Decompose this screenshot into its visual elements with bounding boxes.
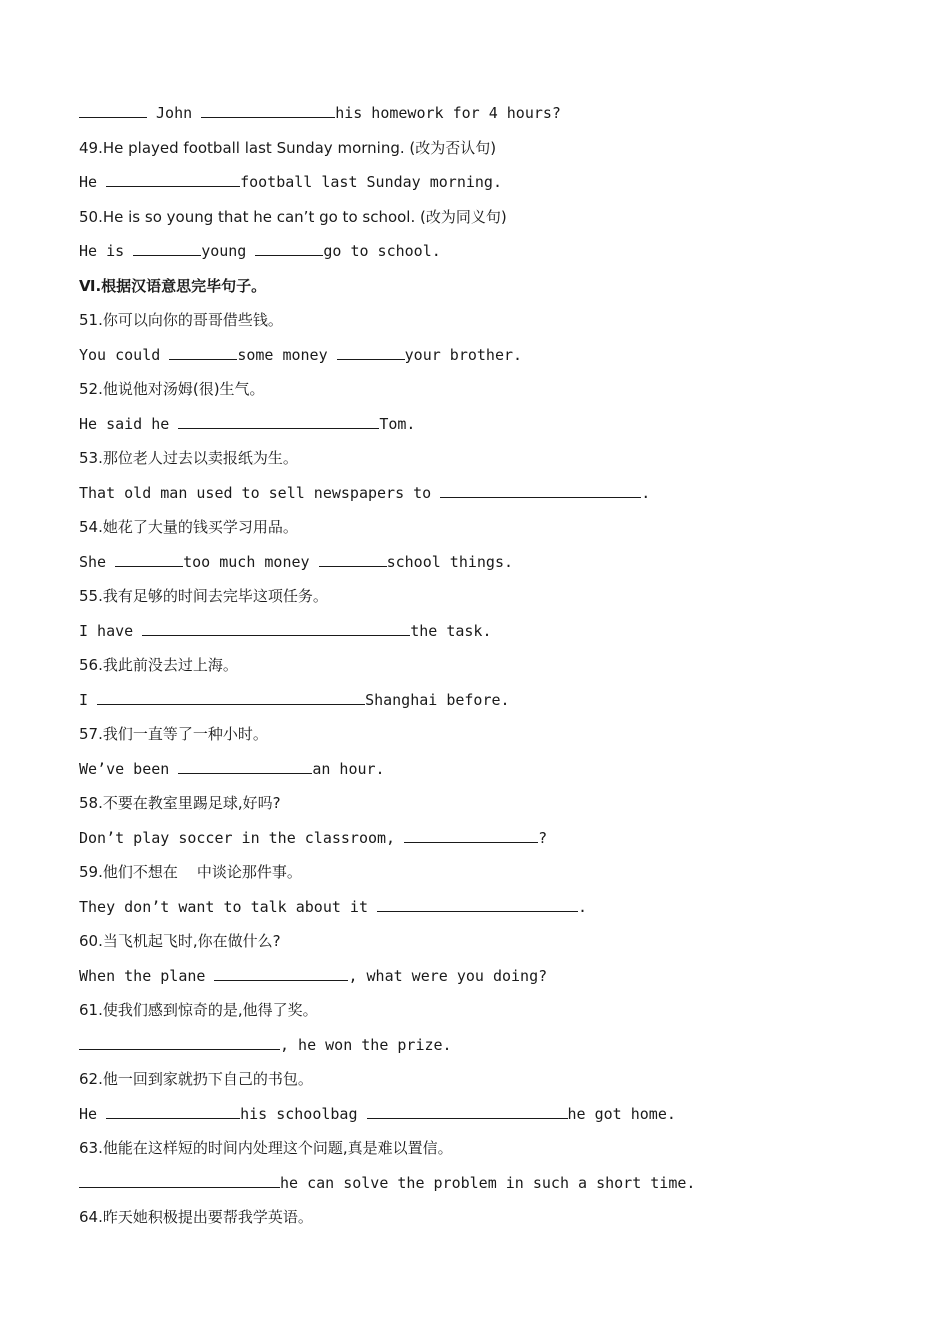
line-text: school things. (386, 552, 514, 571)
answer-line (79, 959, 879, 994)
line-text: some money (237, 345, 337, 364)
line-text: 50.He is so young that he can’t go to school. (改为同义句) (79, 207, 507, 226)
question-prompt (79, 1200, 879, 1235)
answer-line (79, 1097, 879, 1132)
answer-line (79, 338, 879, 373)
answer-line (79, 545, 879, 580)
answer-line (79, 683, 879, 718)
line-text: your brother. (404, 345, 523, 364)
line-text: go to school. (323, 242, 441, 260)
answer-blank[interactable] (367, 1104, 568, 1119)
line-text: the task. (410, 621, 492, 640)
question-prompt (79, 510, 879, 545)
question-prompt (79, 924, 879, 959)
line-text: 55.我有足够的时间去完毕这项任务。 (79, 587, 328, 605)
answer-blank[interactable] (79, 1173, 280, 1188)
answer-blank[interactable] (440, 483, 641, 498)
question-prompt (79, 579, 879, 614)
answer-blank[interactable] (255, 241, 323, 256)
line-text: Tom. (379, 414, 416, 433)
answer-blank[interactable] (377, 897, 578, 912)
line-text: , he won the prize. (280, 1035, 452, 1054)
line-text: too much money (183, 552, 319, 571)
line-text: 52.他说他对汤姆(很)生气。 (79, 380, 265, 398)
line-text: 63.他能在这样短的时间内处理这个问题,真是难以置信。 (79, 1139, 453, 1157)
line-text: , what were you doing? (348, 966, 548, 985)
line-text: 57.我们一直等了一种小时。 (79, 725, 268, 743)
answer-blank[interactable] (97, 690, 365, 705)
answer-line (79, 1166, 879, 1201)
line-text: You could (79, 345, 170, 364)
answer-line (79, 234, 879, 269)
question-prompt (79, 993, 879, 1028)
question-prompt (79, 131, 879, 166)
question-prompt (79, 200, 879, 235)
line-text: 58.不要在教室里踢足球,好吗? (79, 794, 281, 812)
line-text: his homework for 4 hours? (335, 104, 561, 122)
line-text: . (578, 897, 588, 916)
line-text: I have (79, 621, 143, 640)
answer-blank[interactable] (106, 1104, 240, 1119)
answer-blank[interactable] (337, 345, 405, 360)
answer-blank[interactable] (79, 103, 147, 118)
question-prompt (79, 303, 879, 338)
question-prompt (79, 648, 879, 683)
answer-blank[interactable] (106, 172, 240, 187)
question-prompt (79, 786, 879, 821)
line-text: 51.你可以向你的哥哥借些钱。 (79, 311, 283, 329)
answer-line (79, 1028, 879, 1063)
section-heading (79, 269, 879, 304)
line-text: an hour. (312, 759, 385, 778)
answer-line (79, 96, 879, 131)
question-prompt (79, 855, 879, 890)
line-text: Ⅵ.根据汉语意思完毕句子。 (79, 276, 267, 295)
answer-line (79, 476, 879, 511)
line-text: football last Sunday morning. (240, 173, 502, 191)
line-text: he got home. (567, 1104, 676, 1123)
line-text: young (201, 242, 256, 260)
answer-blank[interactable] (133, 241, 201, 256)
line-text: . (641, 483, 651, 502)
line-text: 64.昨天她积极提出要帮我学英语。 (79, 1208, 313, 1226)
answer-blank[interactable] (142, 621, 410, 636)
line-text: We’ve been (79, 759, 179, 778)
answer-line (79, 407, 879, 442)
line-text: He said he (79, 414, 179, 433)
line-text: 56.我此前没去过上海。 (79, 656, 238, 674)
line-text: John (147, 104, 202, 122)
line-text: 54.她花了大量的钱买学习用品。 (79, 518, 298, 536)
line-text: I (79, 690, 98, 709)
answer-line (79, 890, 879, 925)
line-text: his schoolbag (240, 1104, 367, 1123)
answer-blank[interactable] (214, 966, 348, 981)
answer-blank[interactable] (178, 414, 379, 429)
question-prompt (79, 717, 879, 752)
line-text: 59.他们不想在 中谈论那件事。 (79, 863, 302, 881)
line-text: He is (79, 242, 134, 260)
line-text: 62.他一回到家就扔下自己的书包。 (79, 1070, 313, 1088)
line-text: 61.使我们感到惊奇的是,他得了奖。 (79, 1001, 318, 1019)
answer-blank[interactable] (79, 1035, 280, 1050)
worksheet-page (79, 96, 879, 1235)
line-text: ? (538, 828, 548, 847)
answer-blank[interactable] (115, 552, 183, 567)
answer-line (79, 752, 879, 787)
question-prompt (79, 372, 879, 407)
line-text: Don’t play soccer in the classroom, (79, 828, 405, 847)
line-text: He (79, 1104, 107, 1123)
line-text: That old man used to sell newspapers to (79, 483, 441, 502)
line-text: She (79, 552, 116, 571)
answer-blank[interactable] (404, 828, 538, 843)
line-text: Shanghai before. (365, 690, 510, 709)
answer-blank[interactable] (201, 103, 335, 118)
line-text: 53.那位老人过去以卖报纸为生。 (79, 449, 298, 467)
answer-line (79, 821, 879, 856)
line-text: 49.He played football last Sunday morning. (改为否认句) (79, 138, 497, 157)
question-prompt (79, 441, 879, 476)
line-text: They don’t want to talk about it (79, 897, 378, 916)
question-prompt (79, 1062, 879, 1097)
answer-line (79, 165, 879, 200)
line-text: He (79, 173, 107, 191)
line-text: he can solve the problem in such a short time. (280, 1173, 696, 1192)
answer-line (79, 614, 879, 649)
answer-blank[interactable] (319, 552, 387, 567)
question-prompt (79, 1131, 879, 1166)
line-text: When the plane (79, 966, 215, 985)
line-text: 60.当飞机起飞时,你在做什么? (79, 932, 281, 950)
answer-blank[interactable] (178, 759, 312, 774)
answer-blank[interactable] (169, 345, 237, 360)
